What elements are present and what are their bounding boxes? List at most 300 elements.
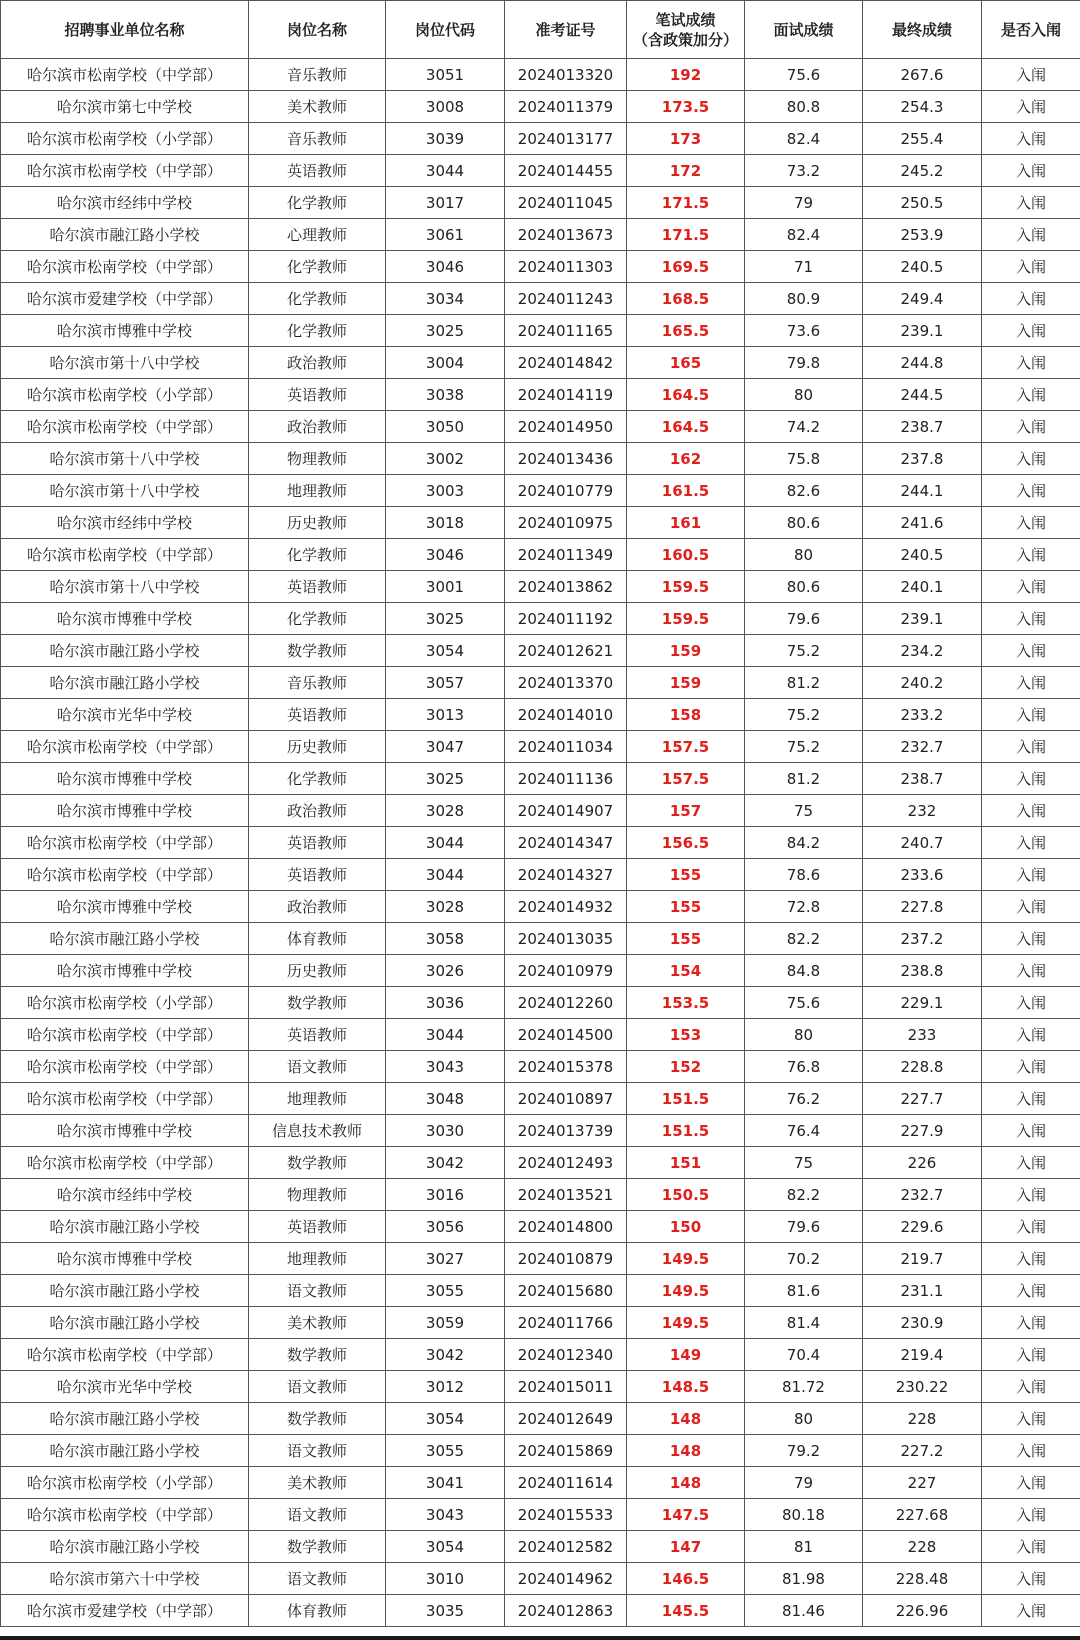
table-row — [1, 859, 1080, 891]
cell-unit: 哈尔滨市第六十中学校 — [1, 1563, 249, 1595]
table-row — [1, 1179, 1080, 1211]
header-row — [1, 1, 1080, 59]
cell-status: 入闱 — [982, 1371, 1080, 1403]
cell-written: 152 — [627, 1051, 745, 1083]
cell-final: 230.22 — [863, 1371, 982, 1403]
cell-post: 化学教师 — [249, 603, 386, 635]
cell-final: 240.2 — [863, 667, 982, 699]
cell-final: 238.8 — [863, 955, 982, 987]
cell-post: 体育教师 — [249, 1595, 386, 1627]
cell-code: 3025 — [386, 315, 505, 347]
cell-interview: 75 — [745, 795, 863, 827]
cell-ticket: 2024014455 — [505, 155, 627, 187]
cell-interview: 81.46 — [745, 1595, 863, 1627]
table-row — [1, 539, 1080, 571]
cell-post: 政治教师 — [249, 347, 386, 379]
cell-code: 3054 — [386, 1403, 505, 1435]
table-row — [1, 443, 1080, 475]
cell-post: 政治教师 — [249, 795, 386, 827]
cell-final: 228 — [863, 1403, 982, 1435]
cell-interview: 76.2 — [745, 1083, 863, 1115]
cell-interview: 71 — [745, 251, 863, 283]
cell-unit: 哈尔滨市松南学校（中学部） — [1, 155, 249, 187]
table-row — [1, 155, 1080, 187]
cell-status: 入闱 — [982, 1275, 1080, 1307]
cell-written: 173.5 — [627, 91, 745, 123]
cell-post: 语文教师 — [249, 1563, 386, 1595]
cell-code: 3008 — [386, 91, 505, 123]
cell-status: 入闱 — [982, 1083, 1080, 1115]
cell-unit: 哈尔滨市松南学校（中学部） — [1, 1083, 249, 1115]
cell-written: 151 — [627, 1147, 745, 1179]
cell-interview: 79.8 — [745, 347, 863, 379]
cell-written: 159.5 — [627, 603, 745, 635]
cell-ticket: 2024011136 — [505, 763, 627, 795]
cell-code: 3051 — [386, 59, 505, 91]
cell-post: 化学教师 — [249, 315, 386, 347]
table-row — [1, 795, 1080, 827]
cell-code: 3056 — [386, 1211, 505, 1243]
cell-interview: 79.6 — [745, 603, 863, 635]
cell-written: 158 — [627, 699, 745, 731]
cell-status: 入闱 — [982, 1179, 1080, 1211]
cell-unit: 哈尔滨市松南学校（中学部） — [1, 1339, 249, 1371]
cell-interview: 81.98 — [745, 1563, 863, 1595]
cell-final: 229.6 — [863, 1211, 982, 1243]
cell-code: 3028 — [386, 891, 505, 923]
cell-ticket: 2024014327 — [505, 859, 627, 891]
header-written-line2: （含政策加分） — [632, 30, 738, 49]
cell-status: 入闱 — [982, 1243, 1080, 1275]
cell-status: 入闱 — [982, 763, 1080, 795]
cell-ticket: 2024014010 — [505, 699, 627, 731]
cell-ticket: 2024013521 — [505, 1179, 627, 1211]
cell-status: 入闱 — [982, 859, 1080, 891]
cell-interview: 82.4 — [745, 219, 863, 251]
cell-code: 3038 — [386, 379, 505, 411]
table-row — [1, 827, 1080, 859]
cell-status: 入闱 — [982, 891, 1080, 923]
cell-final: 249.4 — [863, 283, 982, 315]
cell-post: 化学教师 — [249, 763, 386, 795]
cell-written: 159.5 — [627, 571, 745, 603]
header-ticket: 准考证号 — [505, 1, 627, 59]
cell-final: 237.2 — [863, 923, 982, 955]
cell-unit: 哈尔滨市博雅中学校 — [1, 315, 249, 347]
cell-post: 英语教师 — [249, 1019, 386, 1051]
cell-status: 入闱 — [982, 635, 1080, 667]
cell-unit: 哈尔滨市松南学校（中学部） — [1, 731, 249, 763]
cell-status: 入闱 — [982, 1531, 1080, 1563]
cell-interview: 79 — [745, 1467, 863, 1499]
table-row — [1, 987, 1080, 1019]
cell-status: 入闱 — [982, 1499, 1080, 1531]
cell-ticket: 2024014950 — [505, 411, 627, 443]
cell-interview: 79.2 — [745, 1435, 863, 1467]
cell-ticket: 2024014842 — [505, 347, 627, 379]
cell-final: 230.9 — [863, 1307, 982, 1339]
cell-written: 153 — [627, 1019, 745, 1051]
cell-written: 151.5 — [627, 1115, 745, 1147]
cell-status: 入闱 — [982, 475, 1080, 507]
cell-post: 历史教师 — [249, 731, 386, 763]
cell-interview: 84.8 — [745, 955, 863, 987]
cell-status: 入闱 — [982, 379, 1080, 411]
cell-final: 228.8 — [863, 1051, 982, 1083]
cell-code: 3042 — [386, 1339, 505, 1371]
cell-written: 168.5 — [627, 283, 745, 315]
cell-status: 入闱 — [982, 1563, 1080, 1595]
cell-unit: 哈尔滨市融江路小学校 — [1, 667, 249, 699]
header-final: 最终成绩 — [863, 1, 982, 59]
cell-interview: 75.2 — [745, 635, 863, 667]
cell-post: 化学教师 — [249, 187, 386, 219]
cell-final: 240.5 — [863, 539, 982, 571]
cell-status: 入闱 — [982, 1307, 1080, 1339]
cell-unit: 哈尔滨市融江路小学校 — [1, 1403, 249, 1435]
cell-interview: 75.6 — [745, 987, 863, 1019]
header-written — [627, 1, 745, 59]
cell-status: 入闱 — [982, 1115, 1080, 1147]
cell-final: 241.6 — [863, 507, 982, 539]
table-row — [1, 955, 1080, 987]
cell-interview: 75.2 — [745, 699, 863, 731]
cell-unit: 哈尔滨市爱建学校（中学部） — [1, 1595, 249, 1627]
cell-written: 165.5 — [627, 315, 745, 347]
cell-code: 3001 — [386, 571, 505, 603]
table-row — [1, 1403, 1080, 1435]
cell-interview: 80.6 — [745, 507, 863, 539]
cell-ticket: 2024015680 — [505, 1275, 627, 1307]
cell-post: 历史教师 — [249, 955, 386, 987]
cell-interview: 79.6 — [745, 1211, 863, 1243]
cell-written: 148 — [627, 1403, 745, 1435]
cell-code: 3043 — [386, 1499, 505, 1531]
cell-post: 物理教师 — [249, 443, 386, 475]
cell-final: 227.9 — [863, 1115, 982, 1147]
cell-final: 232 — [863, 795, 982, 827]
cell-code: 3035 — [386, 1595, 505, 1627]
cell-ticket: 2024013673 — [505, 219, 627, 251]
table-row — [1, 667, 1080, 699]
table-row — [1, 283, 1080, 315]
table-row — [1, 475, 1080, 507]
cell-unit: 哈尔滨市博雅中学校 — [1, 1243, 249, 1275]
table-row — [1, 891, 1080, 923]
cell-status: 入闱 — [982, 795, 1080, 827]
table-row — [1, 1499, 1080, 1531]
table-row — [1, 315, 1080, 347]
cell-code: 3041 — [386, 1467, 505, 1499]
cell-code: 3010 — [386, 1563, 505, 1595]
cell-status: 入闱 — [982, 1467, 1080, 1499]
cell-unit: 哈尔滨市光华中学校 — [1, 1371, 249, 1403]
cell-unit: 哈尔滨市松南学校（中学部） — [1, 1499, 249, 1531]
cell-ticket: 2024011303 — [505, 251, 627, 283]
cell-written: 149.5 — [627, 1307, 745, 1339]
cell-status: 入闱 — [982, 987, 1080, 1019]
cell-unit: 哈尔滨市松南学校（中学部） — [1, 539, 249, 571]
table-row — [1, 1595, 1080, 1627]
table-row — [1, 59, 1080, 91]
cell-ticket: 2024013436 — [505, 443, 627, 475]
cell-interview: 75 — [745, 1147, 863, 1179]
cell-written: 162 — [627, 443, 745, 475]
table-row — [1, 1115, 1080, 1147]
cell-written: 192 — [627, 59, 745, 91]
cell-post: 语文教师 — [249, 1275, 386, 1307]
cell-final: 226 — [863, 1147, 982, 1179]
cell-code: 3055 — [386, 1435, 505, 1467]
cell-written: 148 — [627, 1467, 745, 1499]
cell-written: 155 — [627, 859, 745, 891]
table-row — [1, 1307, 1080, 1339]
cell-ticket: 2024011766 — [505, 1307, 627, 1339]
cell-post: 数学教师 — [249, 1531, 386, 1563]
cell-status: 入闱 — [982, 347, 1080, 379]
cell-code: 3018 — [386, 507, 505, 539]
cell-unit: 哈尔滨市第十八中学校 — [1, 475, 249, 507]
cell-written: 155 — [627, 891, 745, 923]
cell-interview: 82.2 — [745, 1179, 863, 1211]
cell-unit: 哈尔滨市松南学校（中学部） — [1, 1147, 249, 1179]
cell-interview: 80 — [745, 1019, 863, 1051]
cell-post: 英语教师 — [249, 571, 386, 603]
cell-written: 157.5 — [627, 763, 745, 795]
cell-code: 3025 — [386, 763, 505, 795]
cell-post: 信息技术教师 — [249, 1115, 386, 1147]
cell-status: 入闱 — [982, 1211, 1080, 1243]
cell-code: 3044 — [386, 827, 505, 859]
cell-unit: 哈尔滨市博雅中学校 — [1, 891, 249, 923]
cell-status: 入闱 — [982, 251, 1080, 283]
cell-written: 161 — [627, 507, 745, 539]
cell-final: 234.2 — [863, 635, 982, 667]
table-body — [1, 59, 1080, 1627]
cell-unit: 哈尔滨市博雅中学校 — [1, 1115, 249, 1147]
cell-interview: 70.4 — [745, 1339, 863, 1371]
table-row — [1, 1563, 1080, 1595]
table-row — [1, 347, 1080, 379]
cell-code: 3027 — [386, 1243, 505, 1275]
table-row — [1, 251, 1080, 283]
cell-written: 149.5 — [627, 1275, 745, 1307]
cell-written: 150 — [627, 1211, 745, 1243]
cell-status: 入闱 — [982, 699, 1080, 731]
cell-status: 入闱 — [982, 155, 1080, 187]
cell-post: 数学教师 — [249, 635, 386, 667]
cell-written: 150.5 — [627, 1179, 745, 1211]
cell-status: 入闱 — [982, 1435, 1080, 1467]
cell-ticket: 2024015869 — [505, 1435, 627, 1467]
cell-ticket: 2024015011 — [505, 1371, 627, 1403]
cell-status: 入闱 — [982, 539, 1080, 571]
cell-ticket: 2024015533 — [505, 1499, 627, 1531]
cell-final: 244.1 — [863, 475, 982, 507]
cell-written: 160.5 — [627, 539, 745, 571]
cell-interview: 80 — [745, 539, 863, 571]
cell-post: 地理教师 — [249, 475, 386, 507]
cell-final: 238.7 — [863, 411, 982, 443]
cell-final: 233 — [863, 1019, 982, 1051]
cell-unit: 哈尔滨市融江路小学校 — [1, 1531, 249, 1563]
cell-status: 入闱 — [982, 507, 1080, 539]
cell-ticket: 2024010975 — [505, 507, 627, 539]
cell-ticket: 2024012260 — [505, 987, 627, 1019]
cell-unit: 哈尔滨市松南学校（中学部） — [1, 251, 249, 283]
cell-written: 161.5 — [627, 475, 745, 507]
cell-final: 227.68 — [863, 1499, 982, 1531]
cell-post: 语文教师 — [249, 1051, 386, 1083]
cell-ticket: 2024012649 — [505, 1403, 627, 1435]
cell-ticket: 2024014800 — [505, 1211, 627, 1243]
cell-code: 3025 — [386, 603, 505, 635]
cell-written: 165 — [627, 347, 745, 379]
cell-post: 化学教师 — [249, 539, 386, 571]
cell-status: 入闱 — [982, 123, 1080, 155]
cell-written: 149 — [627, 1339, 745, 1371]
cell-code: 3057 — [386, 667, 505, 699]
table-row — [1, 507, 1080, 539]
cell-interview: 81.2 — [745, 667, 863, 699]
cell-status: 入闱 — [982, 1019, 1080, 1051]
cell-written: 157.5 — [627, 731, 745, 763]
table-row — [1, 603, 1080, 635]
cell-status: 入闱 — [982, 731, 1080, 763]
cell-ticket: 2024012582 — [505, 1531, 627, 1563]
cell-interview: 80.6 — [745, 571, 863, 603]
table-row — [1, 1467, 1080, 1499]
cell-post: 地理教师 — [249, 1243, 386, 1275]
cell-ticket: 2024014119 — [505, 379, 627, 411]
cell-code: 3046 — [386, 539, 505, 571]
cell-written: 164.5 — [627, 411, 745, 443]
cell-code: 3047 — [386, 731, 505, 763]
cell-status: 入闱 — [982, 571, 1080, 603]
cell-code: 3004 — [386, 347, 505, 379]
cell-unit: 哈尔滨市融江路小学校 — [1, 635, 249, 667]
cell-unit: 哈尔滨市融江路小学校 — [1, 1275, 249, 1307]
table-row — [1, 219, 1080, 251]
cell-interview: 76.4 — [745, 1115, 863, 1147]
cell-final: 250.5 — [863, 187, 982, 219]
cell-status: 入闱 — [982, 315, 1080, 347]
cell-status: 入闱 — [982, 219, 1080, 251]
table-row — [1, 923, 1080, 955]
cell-written: 145.5 — [627, 1595, 745, 1627]
cell-ticket: 2024011165 — [505, 315, 627, 347]
cell-unit: 哈尔滨市松南学校（小学部） — [1, 987, 249, 1019]
cell-code: 3054 — [386, 1531, 505, 1563]
cell-post: 数学教师 — [249, 1339, 386, 1371]
cell-interview: 80.18 — [745, 1499, 863, 1531]
table-row — [1, 1051, 1080, 1083]
cell-code: 3055 — [386, 1275, 505, 1307]
cell-interview: 80 — [745, 379, 863, 411]
cell-status: 入闱 — [982, 59, 1080, 91]
cell-ticket: 2024012493 — [505, 1147, 627, 1179]
cell-written: 153.5 — [627, 987, 745, 1019]
cell-final: 267.6 — [863, 59, 982, 91]
cell-written: 147.5 — [627, 1499, 745, 1531]
cell-post: 英语教师 — [249, 1211, 386, 1243]
cell-ticket: 2024012340 — [505, 1339, 627, 1371]
cell-post: 语文教师 — [249, 1371, 386, 1403]
cell-written: 159 — [627, 635, 745, 667]
cell-final: 232.7 — [863, 731, 982, 763]
cell-ticket: 2024011192 — [505, 603, 627, 635]
cell-unit: 哈尔滨市松南学校（中学部） — [1, 1019, 249, 1051]
cell-final: 254.3 — [863, 91, 982, 123]
cell-code: 3061 — [386, 219, 505, 251]
cell-ticket: 2024014500 — [505, 1019, 627, 1051]
cell-post: 音乐教师 — [249, 59, 386, 91]
cell-written: 171.5 — [627, 187, 745, 219]
table-row — [1, 1435, 1080, 1467]
cell-ticket: 2024011349 — [505, 539, 627, 571]
header-post: 岗位名称 — [249, 1, 386, 59]
cell-code: 3016 — [386, 1179, 505, 1211]
cell-ticket: 2024012863 — [505, 1595, 627, 1627]
cell-unit: 哈尔滨市松南学校（小学部） — [1, 123, 249, 155]
header-unit: 招聘事业单位名称 — [1, 1, 249, 59]
cell-post: 英语教师 — [249, 155, 386, 187]
cell-unit: 哈尔滨市经纬中学校 — [1, 1179, 249, 1211]
bottom-border — [0, 1636, 1080, 1640]
cell-ticket: 2024010897 — [505, 1083, 627, 1115]
cell-post: 语文教师 — [249, 1499, 386, 1531]
cell-ticket: 2024011614 — [505, 1467, 627, 1499]
cell-written: 149.5 — [627, 1243, 745, 1275]
table-row — [1, 1275, 1080, 1307]
cell-status: 入闱 — [982, 91, 1080, 123]
cell-final: 240.1 — [863, 571, 982, 603]
table-row — [1, 635, 1080, 667]
cell-unit: 哈尔滨市博雅中学校 — [1, 763, 249, 795]
cell-final: 244.8 — [863, 347, 982, 379]
cell-final: 227 — [863, 1467, 982, 1499]
cell-final: 228.48 — [863, 1563, 982, 1595]
cell-post: 政治教师 — [249, 411, 386, 443]
cell-unit: 哈尔滨市经纬中学校 — [1, 187, 249, 219]
cell-final: 227.2 — [863, 1435, 982, 1467]
cell-status: 入闱 — [982, 1595, 1080, 1627]
cell-ticket: 2024011243 — [505, 283, 627, 315]
cell-status: 入闱 — [982, 187, 1080, 219]
cell-final: 229.1 — [863, 987, 982, 1019]
cell-status: 入闱 — [982, 1403, 1080, 1435]
cell-code: 3042 — [386, 1147, 505, 1179]
cell-ticket: 2024012621 — [505, 635, 627, 667]
cell-interview: 84.2 — [745, 827, 863, 859]
cell-final: 240.5 — [863, 251, 982, 283]
cell-ticket: 2024014907 — [505, 795, 627, 827]
cell-unit: 哈尔滨市松南学校（中学部） — [1, 59, 249, 91]
table-row — [1, 1243, 1080, 1275]
cell-interview: 73.6 — [745, 315, 863, 347]
cell-ticket: 2024011379 — [505, 91, 627, 123]
cell-post: 英语教师 — [249, 699, 386, 731]
cell-written: 171.5 — [627, 219, 745, 251]
cell-code: 3036 — [386, 987, 505, 1019]
cell-status: 入闱 — [982, 1051, 1080, 1083]
cell-final: 231.1 — [863, 1275, 982, 1307]
cell-code: 3012 — [386, 1371, 505, 1403]
cell-post: 地理教师 — [249, 1083, 386, 1115]
cell-ticket: 2024015378 — [505, 1051, 627, 1083]
cell-written: 156.5 — [627, 827, 745, 859]
cell-status: 入闱 — [982, 283, 1080, 315]
